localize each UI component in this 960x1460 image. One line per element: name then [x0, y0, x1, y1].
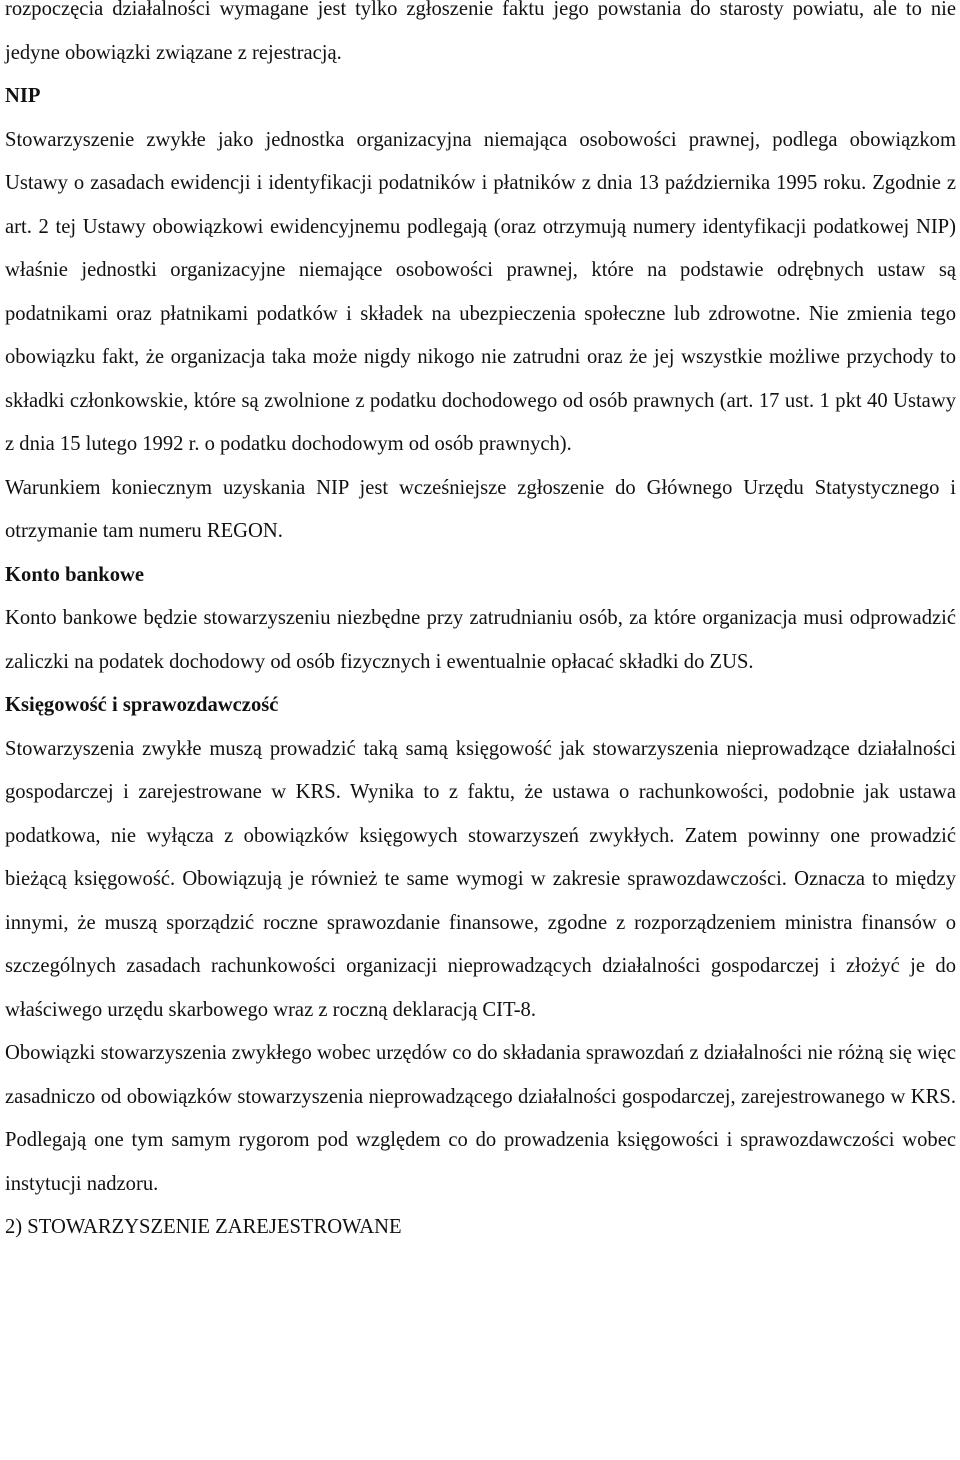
nip-paragraph-2: Warunkiem koniecznym uzyskania NIP jest wcześniejsze zgłoszenie do Głównego Urzędu Statystycznego i otrzymanie tam numeru REGON. — [5, 476, 956, 542]
intro-paragraph: rozpoczęcia działalności wymagane jest tylko zgłoszenie faktu jego powstania do starosty powiatu, ale to nie jedyne obowiązki związane z rejestracją. — [5, 0, 956, 64]
nip-paragraph-1: Stowarzyszenie zwykłe jako jednostka organizacyjna niemająca osobowości prawnej, podlega obowiązkom Ustawy o zasadach ewidencji i identyfikacji podatników i płatników z dnia 13 października 1995 roku. Zgodnie z art. 2 tej Ustawy obowiązkowi ewidencyjnemu podlegają (oraz otrzymują numery identyfikacji podatkowej NIP) właśnie jednostki organizacyjne niemające osobowości prawnej, które na podstawie odrębnych ustaw są podatnikami oraz płatnikami podatków i składek na ubezpieczenia społeczne lub zdrowotne. Nie zmienia tego obowiązku fakt, że organizacja taka może nigdy nikogo nie zatrudni oraz że jej wszystkie możliwe przychody to składki członkowskie, które są zwolnione z podatku dochodowego od osób prawnych (art. 17 ust. 1 pkt 40 Ustawy z dnia 15 lutego 1992 r. o podatku dochodowym od osób prawnych). — [5, 128, 956, 455]
next-section-title: 2) STOWARZYSZENIE ZAREJESTROWANE — [5, 1216, 402, 1238]
accounting-paragraph-1: Stowarzyszenia zwykłe muszą prowadzić taką samą księgowość jak stowarzyszenia nieprowadzące działalności gospodarczej i zarejestrowane w KRS. Wynika to z faktu, że ustawa o rachunkowości, podobnie jak ustawa podatkowa, nie wyłącza z obowiązków księgowych stowarzyszeń zwykłych. Zatem powinny one prowadzić bieżącą księgowość. Obowiązują je również te same wymogi w zakresie sprawozdawczości. Oznacza to między innymi, że muszą sporządzić roczne sprawozdanie finansowe, zgodne z rozporządzeniem ministra finansów o szczególnych zasadach rachunkowości organizacji nieprowadzących działalności gospodarczej i złożyć je do właściwego urzędu skarbowego wraz z roczną deklaracją CIT-8. — [5, 737, 956, 1021]
section-heading-accounting: Księgowość i sprawozdawczość — [5, 694, 279, 716]
bank-account-paragraph: Konto bankowe będzie stowarzyszeniu niezbędne przy zatrudnianiu osób, za które organizacja musi odprowadzić zaliczki na podatek dochodowy od osób fizycznych i ewentualnie opłacać składki do ZUS. — [5, 607, 956, 673]
section-heading-nip: NIP — [5, 85, 41, 107]
section-heading-bank-account: Konto bankowe — [5, 563, 145, 586]
accounting-paragraph-2: Obowiązki stowarzyszenia zwykłego wobec urzędów co do składania sprawozdań z działalności nie różną się więc zasadniczo od obowiązków stowarzyszenia nieprowadzącego działalności gospodarczej, zarejestrowanego w KRS. Podlegają one tym samym rygorom pod względem co do prowadzenia księgowości i sprawozdawczości wobec instytucji nadzoru. — [5, 1042, 956, 1195]
